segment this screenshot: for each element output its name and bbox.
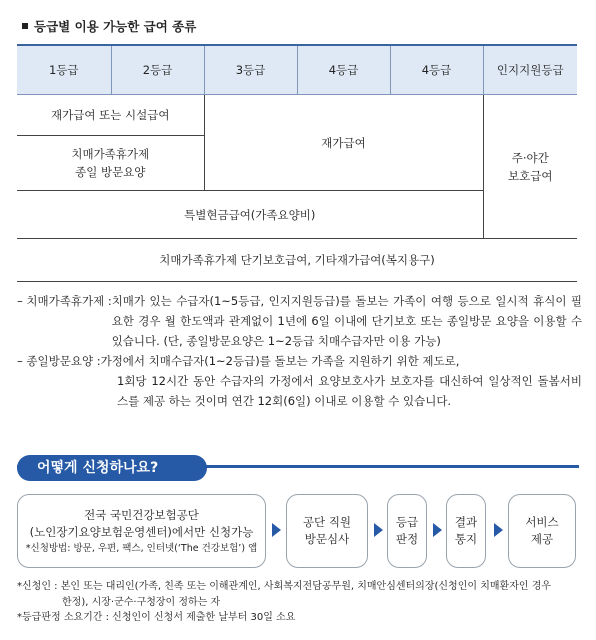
cell-day-night-care — [483, 95, 577, 239]
step-service-provision — [508, 494, 576, 568]
cell-dementia-leave — [17, 136, 204, 191]
note-term: – 치매가족휴가제 : — [17, 294, 112, 308]
step-grade-line1: 등급 — [395, 515, 419, 529]
grade-benefit-table — [17, 44, 577, 282]
step-apply-line1: 전국 국민건강보험공단 — [84, 507, 199, 522]
header-grade-4: 4등급 — [297, 45, 390, 95]
arrow-right-icon — [433, 523, 442, 537]
note-term: – 종일방문요양 : — [17, 354, 101, 368]
step-apply-method: *신청방법: 방문, 우편, 팩스, 인터넷(‘The 건강보험’) 앱 — [25, 542, 258, 554]
footnote-applicant-cont: 한정), 시장·군수·구청장이 정하는 자 — [62, 596, 221, 608]
step-result-line2: 통지 — [454, 532, 478, 546]
dementia-leave-line2: 종일 방문요양 — [75, 165, 146, 179]
square-bullet-icon — [22, 23, 28, 29]
step-visit-review — [286, 494, 368, 568]
day-night-line1: 주·야간 — [511, 150, 549, 165]
footnotes — [17, 579, 585, 626]
step-apply — [17, 494, 266, 568]
footnote-duration: *등급판정 소요기간 : 신청인이 신청서 제출한 날부터 30일 소요 — [17, 612, 296, 623]
step-apply-line2: (노인장기요양보험운영센터)에서만 신청가능 — [29, 524, 254, 539]
note-all-day-visit — [17, 351, 582, 371]
dementia-leave-line1: 치매가족휴가제 — [71, 147, 150, 161]
header-cognitive-support: 인지지원등급 — [483, 45, 577, 95]
cell-home-care: 재가급여 — [204, 95, 483, 191]
step-result-line1: 결과 — [454, 515, 478, 529]
arrow-right-icon — [374, 523, 383, 537]
cell-dementia-short-term: 치매가족휴가제 단기보호급여, 기타재가급여(복지용구) — [17, 239, 577, 282]
step-grade-decision — [387, 494, 427, 568]
header-grade-1: 1등급 — [17, 45, 111, 95]
banner-title: 어떻게 신청하나요? — [17, 455, 207, 481]
arrow-right-icon — [272, 523, 281, 537]
note-body: 가정에서 치매수급자(1~2등급)를 돌보는 가족을 지원하기 위한 제도로, — [100, 354, 460, 368]
footnote-applicant: *신청인 : 본인 또는 대리인(가족, 친족 또는 이해관계인, 사회복지전담공무원, 치매안심센터의장(신청인이 치매환자인 경우 — [17, 581, 552, 592]
step-result-notice — [446, 494, 486, 568]
table-row — [17, 239, 577, 282]
header-grade-2: 2등급 — [111, 45, 204, 95]
step-grade-line2: 판정 — [395, 532, 419, 546]
section-title — [22, 17, 196, 35]
header-grade-5: 4등급 — [390, 45, 483, 95]
table-header-row — [17, 45, 577, 95]
day-night-line2: 보호급여 — [508, 168, 553, 183]
cell-special-cash: 특별현금급여(가족요양비) — [17, 191, 483, 239]
step-visit-line2: 방문심사 — [304, 532, 350, 546]
header-grade-3: 3등급 — [204, 45, 297, 95]
note-dementia-leave — [17, 291, 582, 351]
application-process-flow — [0, 494, 596, 570]
step-service-line1: 서비스 — [525, 515, 559, 529]
note-continuation: 1회당 12시간 동안 수급자의 가정에서 요양보호사가 보호자를 대신하여 일상적인 돌봄서비스를 제공 하는 것이며 연간 12회(6일) 이내로 이용할 수 있습니다. — [117, 374, 582, 408]
notes-section — [17, 291, 582, 411]
how-to-apply-banner — [17, 455, 579, 481]
step-visit-line1: 공단 직원 — [302, 515, 352, 529]
step-service-line2: 제공 — [530, 532, 554, 546]
cell-home-or-facility: 재가급여 또는 시설급여 — [17, 95, 204, 136]
arrow-right-icon — [494, 523, 503, 537]
section-title-text: 등급별 이용 가능한 급여 종류 — [34, 19, 197, 34]
note-body: 치매가 있는 수급자(1~5등급, 인지지원등급)를 돌보는 가족이 여행 등으로 일시적 휴식이 필요한 경우 월 한도액과 관계없이 1년에 6일 이내에 단기보호 또는 종일방문 요양을 이용할 수 있습니다. (단, 종일방문요양은 1~2등급 치매수급자만 이용 가능) — [111, 294, 582, 348]
table-row — [17, 95, 577, 136]
